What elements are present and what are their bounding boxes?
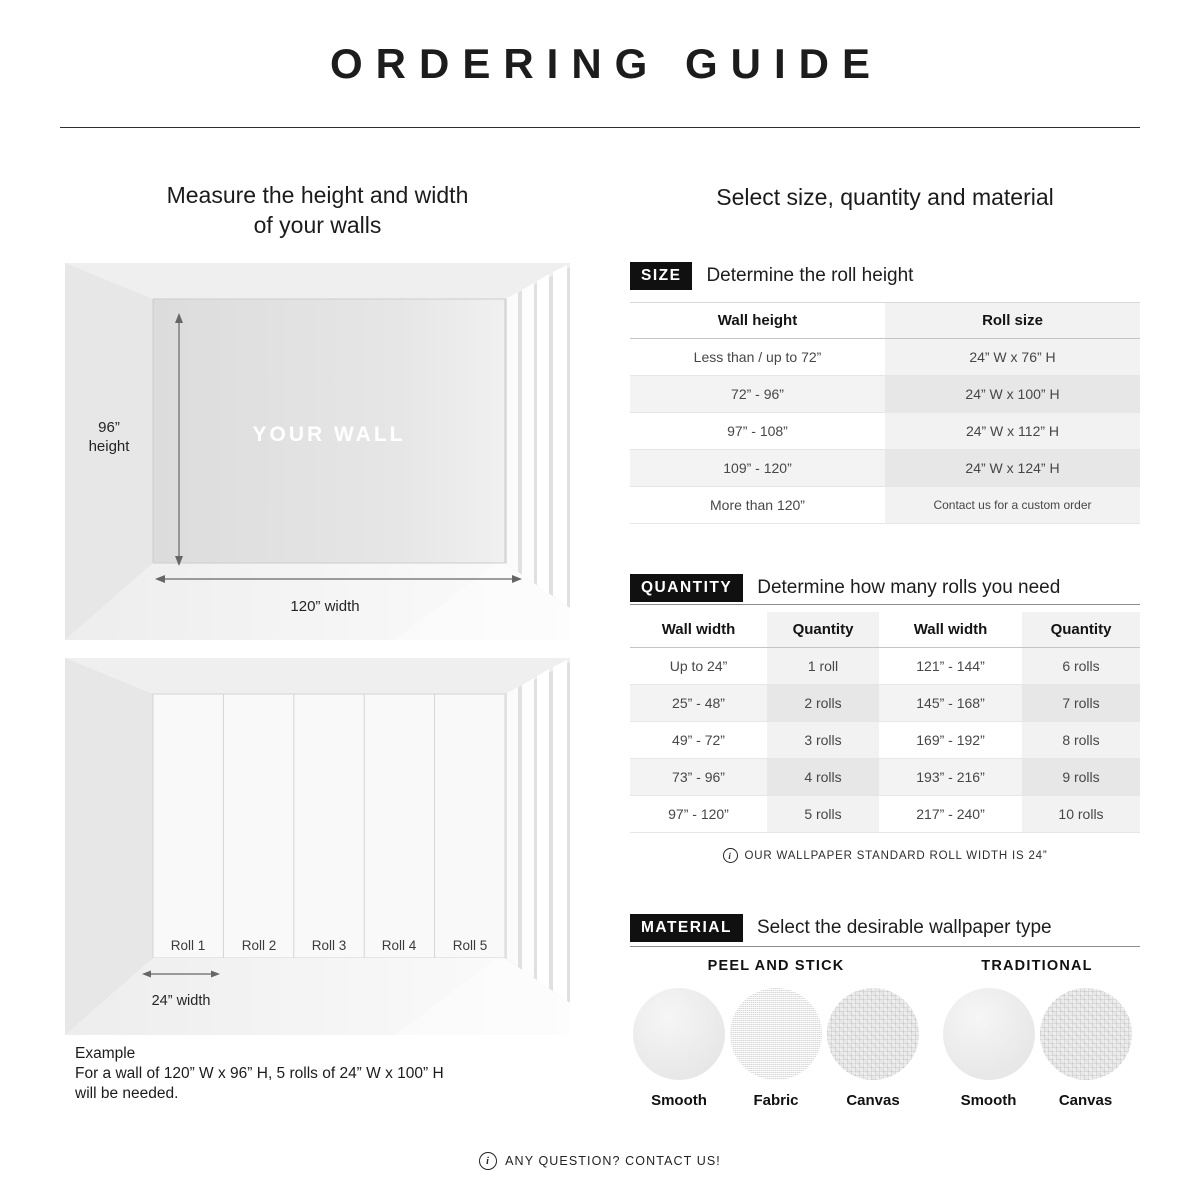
canvas-texture-icon <box>827 988 919 1080</box>
traditional-title: TRADITIONAL <box>981 958 1093 974</box>
window-pane <box>537 274 549 594</box>
size-cell-roll: 24” W x 124” H <box>885 450 1140 487</box>
window-pane <box>553 265 567 606</box>
size-header-wall-height: Wall height <box>630 302 885 339</box>
qty-cell-qty: 2 rolls <box>767 685 879 722</box>
window-pane <box>537 669 549 989</box>
size-cell-wall: 97” - 108” <box>630 413 885 450</box>
window-pane <box>522 283 534 583</box>
roll-panel-label: Roll 5 <box>452 938 488 953</box>
swatch-smooth <box>943 988 1035 1109</box>
swatch-canvas <box>1040 988 1132 1109</box>
size-cell-roll: Contact us for a custom order <box>885 487 1140 524</box>
qty-cell-qty: 8 rolls <box>1022 722 1140 759</box>
qty-cell-wall: 169” - 192” <box>879 722 1022 759</box>
qty-cell-qty: 7 rolls <box>1022 685 1140 722</box>
left-heading-line2: of your walls <box>253 212 382 238</box>
window-pane <box>522 678 534 978</box>
qty-cell-wall: 73” - 96” <box>630 759 767 796</box>
swatch-label: Canvas <box>1058 1092 1113 1109</box>
size-subtitle: Determine the roll height <box>706 265 914 286</box>
ceiling <box>65 658 570 694</box>
qty-cell-qty: 4 rolls <box>767 759 879 796</box>
info-icon <box>479 1152 497 1170</box>
qty-cell-wall: 193” - 216” <box>879 759 1022 796</box>
qty-cell-wall: 97” - 120” <box>630 796 767 833</box>
window-pane <box>507 687 518 967</box>
qty-cell-wall: 217” - 240” <box>879 796 1022 833</box>
quantity-section-header <box>630 574 1060 602</box>
your-wall-label: YOUR WALL <box>252 423 406 446</box>
info-icon <box>723 848 738 863</box>
example-note <box>75 1044 444 1104</box>
swatch-label: Smooth <box>960 1092 1017 1109</box>
size-cell-roll: 24” W x 100” H <box>885 376 1140 413</box>
traditional-swatches <box>934 988 1140 1109</box>
qty-cell-wall: 121” - 144” <box>879 648 1022 685</box>
roll-panel-label: Roll 4 <box>381 938 417 953</box>
page-title: ORDERING GUIDE <box>329 40 884 87</box>
qty-cell-qty: 6 rolls <box>1022 648 1140 685</box>
qty-cell-wall: 49” - 72” <box>630 722 767 759</box>
qty-cell-qty: 9 rolls <box>1022 759 1140 796</box>
window-pane <box>553 660 567 1001</box>
qty-cell-qty: 10 rolls <box>1022 796 1140 833</box>
qty-cell-qty: 5 rolls <box>767 796 879 833</box>
size-header-roll-size: Roll size <box>885 302 1140 339</box>
swatch-label: Canvas <box>846 1092 900 1109</box>
size-section-header <box>630 262 913 290</box>
roll-panel-label: Roll 1 <box>170 938 206 953</box>
example-title: Example <box>75 1045 136 1062</box>
example-line2: will be needed. <box>75 1085 179 1102</box>
qty-header-wall-width: Wall width <box>630 612 767 648</box>
quantity-divider <box>630 604 1140 605</box>
qty-header-wall-width: Wall width <box>879 612 1022 648</box>
quantity-subtitle: Determine how many rolls you need <box>757 577 1061 598</box>
roll-panel-label: Roll 2 <box>241 938 277 953</box>
roll-width-note <box>630 848 1140 863</box>
swatch-smooth <box>633 988 725 1109</box>
peel-and-stick-swatches <box>630 988 922 1109</box>
height-value-label: 96” <box>98 419 120 436</box>
size-cell-roll: 24” W x 112” H <box>885 413 1140 450</box>
smooth-texture-icon <box>633 988 725 1080</box>
roll-panel-label: Roll 3 <box>311 938 347 953</box>
fabric-texture-icon <box>730 988 822 1080</box>
left-column-heading <box>65 180 570 240</box>
height-word-label: height <box>88 438 130 455</box>
qty-cell-qty: 1 roll <box>767 648 879 685</box>
size-cell-wall: Less than / up to 72” <box>630 339 885 376</box>
footer-text: ANY QUESTION? CONTACT US! <box>505 1154 721 1168</box>
ceiling <box>65 263 570 299</box>
material-groups <box>630 958 1140 1109</box>
example-line1: For a wall of 120” W x 96” H, 5 rolls of 24” W x 100” H <box>75 1065 444 1082</box>
rolls-room-illustration <box>65 658 570 1035</box>
info-icon-glyph: i <box>728 850 732 861</box>
qty-cell-wall: 145” - 168” <box>879 685 1022 722</box>
measure-room-illustration <box>65 263 570 640</box>
size-badge: SIZE <box>630 262 692 290</box>
qty-cell-qty: 3 rolls <box>767 722 879 759</box>
qty-cell-wall: 25” - 48” <box>630 685 767 722</box>
right-column-heading: Select size, quantity and material <box>716 184 1054 210</box>
material-divider <box>630 946 1140 947</box>
material-badge: MATERIAL <box>630 914 743 942</box>
size-cell-roll: 24” W x 76” H <box>885 339 1140 376</box>
title-divider <box>60 127 1140 128</box>
qty-header-quantity: Quantity <box>767 612 879 648</box>
footer-contact-note <box>0 1152 1200 1170</box>
material-group-traditional <box>934 958 1140 1109</box>
width-value-label: 120” width <box>290 598 360 615</box>
swatch-label: Fabric <box>753 1092 799 1109</box>
roll-width-note-text: OUR WALLPAPER STANDARD ROLL WIDTH IS 24” <box>744 849 1048 862</box>
size-cell-wall: 72” - 96” <box>630 376 885 413</box>
left-heading-line1: Measure the height and width <box>166 182 469 208</box>
wallpaper-panels <box>153 694 505 958</box>
swatch-label: Smooth <box>651 1092 707 1109</box>
smooth-texture-icon <box>943 988 1035 1080</box>
window-pane <box>507 292 518 572</box>
size-cell-wall: More than 120” <box>630 487 885 524</box>
qty-header-quantity: Quantity <box>1022 612 1140 648</box>
quantity-table <box>630 612 1140 833</box>
swatch-fabric <box>730 988 822 1109</box>
size-cell-wall: 109” - 120” <box>630 450 885 487</box>
info-icon-glyph: i <box>486 1155 491 1167</box>
material-section-header <box>630 914 1052 942</box>
peel-and-stick-title: PEEL AND STICK <box>707 958 845 974</box>
canvas-texture-icon <box>1040 988 1132 1080</box>
material-group-peel-and-stick <box>630 958 922 1109</box>
qty-cell-wall: Up to 24” <box>630 648 767 685</box>
swatch-canvas <box>827 988 919 1109</box>
quantity-badge: QUANTITY <box>630 574 743 602</box>
material-subtitle: Select the desirable wallpaper type <box>756 917 1052 938</box>
size-table <box>630 302 1140 524</box>
roll-width-label: 24” width <box>151 993 211 1009</box>
